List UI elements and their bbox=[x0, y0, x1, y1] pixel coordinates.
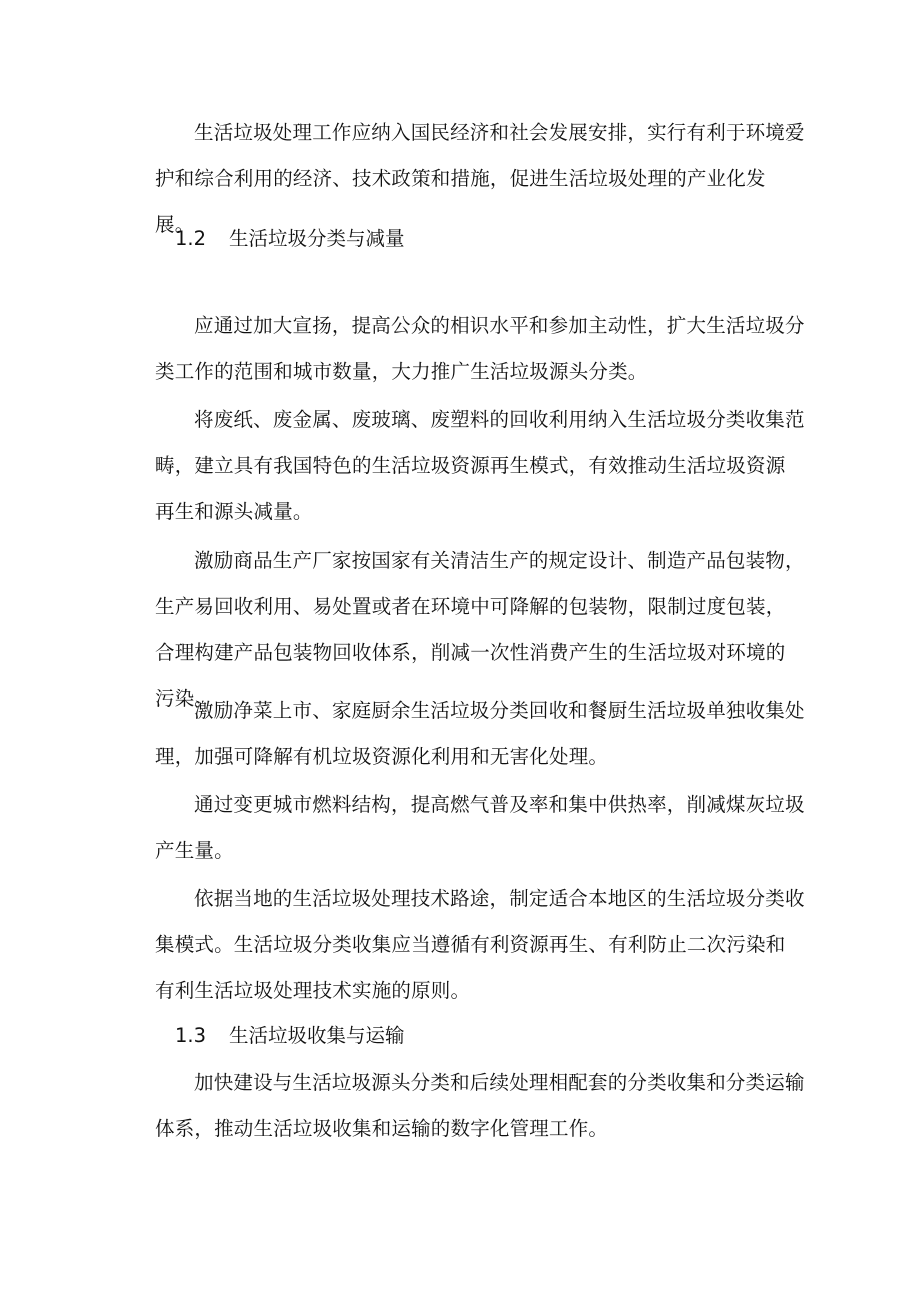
section-number: 1.3 bbox=[175, 1024, 207, 1047]
paragraph-kitchen-waste: 激励净菜上市、家庭厨余生活垃圾分类回收和餐厨生活垃圾单独收集处理，加强可降解有机垃圾资源化利用和无害化处理。 bbox=[155, 699, 805, 768]
section-heading-1-2 bbox=[175, 216, 405, 262]
paragraph-recycling: 将废纸、废金属、废玻璃、废塑料的回收利用纳入生活垃圾分类收集范畴，建立具有我国特色的生活垃圾资源再生模式，有效推动生活垃圾资源再生和源头减量。 bbox=[155, 408, 805, 523]
paragraph-transport-system: 加快建设与生活垃圾源头分类和后续处理相配套的分类收集和分类运输体系，推动生活垃圾收集和运输的数字化管理工作。 bbox=[155, 1071, 805, 1140]
section-number: 1.2 bbox=[175, 227, 207, 250]
section-heading-1-3 bbox=[175, 1013, 405, 1059]
paragraph-waste-policy: 生活垃圾处理工作应纳入国民经济和社会发展安排，实行有利于环境爱护和综合利用的经济、技术政策和措施，促进生活垃圾处理的产业化发展。 bbox=[155, 121, 805, 236]
paragraph-collection-mode: 依据当地的生活垃圾处理技术路途，制定适合本地区的生活垃圾分类收集模式。生活垃圾分类收集应当遵循有利资源再生、有利防止二次污染和有利生活垃圾处理技术实施的原则。 bbox=[155, 887, 805, 1002]
paragraph-fuel-structure: 通过变更城市燃料结构，提高燃气普及率和集中供热率，削减煤灰垃圾产生量。 bbox=[155, 793, 805, 862]
paragraph-publicity: 应通过加大宣扬，提高公众的相识水平和参加主动性，扩大生活垃圾分类工作的范围和城市数量，大力推广生活垃圾源头分类。 bbox=[155, 314, 805, 383]
section-title: 生活垃圾收集与运输 bbox=[229, 1024, 405, 1047]
paragraph-packaging: 激励商品生产厂家按国家有关清洁生产的规定设计、制造产品包装物，生产易回收利用、易处置或者在环境中可降解的包装物，限制过度包装，合理构建产品包装物回收体系，削减一次性消费产生的生活垃圾对环境的污染。 bbox=[155, 549, 805, 710]
section-title: 生活垃圾分类与减量 bbox=[229, 227, 405, 250]
